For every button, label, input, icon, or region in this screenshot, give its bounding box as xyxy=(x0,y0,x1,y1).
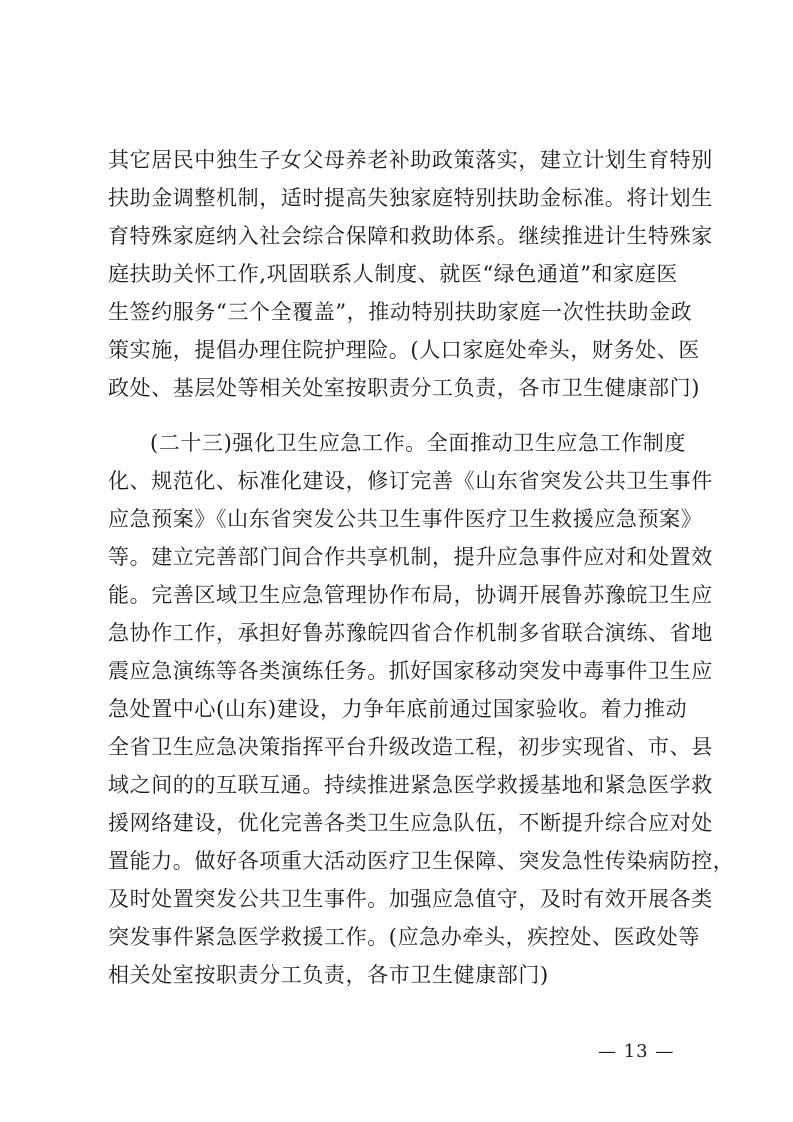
paragraph-line: 生签约服务“三个全覆盖”，推动特别扶助家庭一次性扶助金政 xyxy=(108,300,693,324)
paragraph-line: 策实施，提倡办理住院护理险。(人口家庭处牵头，财务处、医 xyxy=(108,338,700,362)
paragraph-line: 应急预案》《山东省突发公共卫生事件医疗卫生救援应急预案》 xyxy=(108,507,703,531)
paragraph-line: 其它居民中独生子女父母养老补助政策落实，建立计划生育特别 xyxy=(108,148,713,172)
paragraph-line: 相关处室按职责分工负责，各市卫生健康部门) xyxy=(108,963,549,987)
paragraph-line: 庭扶助关怀工作,巩固联系人制度、就医“绿色通道”和家庭医 xyxy=(108,262,678,286)
page-number: — 13 — xyxy=(598,1041,675,1062)
paragraph-line: 突发事件紧急医学救援工作。(应急办牵头，疾控处、医政处等 xyxy=(108,925,700,949)
paragraph-line: 援网络建设，优化完善各类卫生应急队伍，不断提升综合应对处 xyxy=(108,811,713,835)
paragraph-line: 域之间的的互联互通。持续推进紧急医学救援基地和紧急医学救 xyxy=(108,773,713,797)
paragraph-line: 扶助金调整机制，适时提高失独家庭特别扶助金标准。将计划生 xyxy=(108,186,713,210)
paragraph-line: 能。完善区域卫生应急管理协作布局，协调开展鲁苏豫皖卫生应 xyxy=(108,583,713,607)
paragraph-line: 置能力。做好各项重大活动医疗卫生保障、突发急性传染病防控， xyxy=(108,849,735,873)
paragraph-line: 急协作工作，承担好鲁苏豫皖四省合作机制多省联合演练、省地 xyxy=(108,621,713,645)
paragraph-line: 育特殊家庭纳入社会综合保障和救助体系。继续推进计生特殊家 xyxy=(108,224,713,248)
paragraph-line: 急处置中心(山东)建设，力争年底前通过国家验收。着力推动 xyxy=(108,697,688,721)
paragraph-line: 全省卫生应急决策指挥平台升级改造工程，初步实现省、市、县 xyxy=(108,735,713,759)
paragraph-line: 及时处置突发公共卫生事件。加强应急值守，及时有效开展各类 xyxy=(108,887,713,911)
paragraph-line: 等。建立完善部门间合作共享机制，提升应急事件应对和处置效 xyxy=(108,545,713,569)
paragraph-line: 政处、基层处等相关处室按职责分工负责，各市卫生健康部门) xyxy=(108,376,700,400)
paragraph-line: 化、规范化、标准化建设，修订完善《山东省突发公共卫生事件 xyxy=(108,469,713,493)
paragraph-line: 震应急演练等各类演练任务。抓好国家移动突发中毒事件卫生应 xyxy=(108,659,713,683)
section-heading-line: (二十三)强化卫生应急工作。全面推动卫生应急工作制度 xyxy=(150,431,686,455)
